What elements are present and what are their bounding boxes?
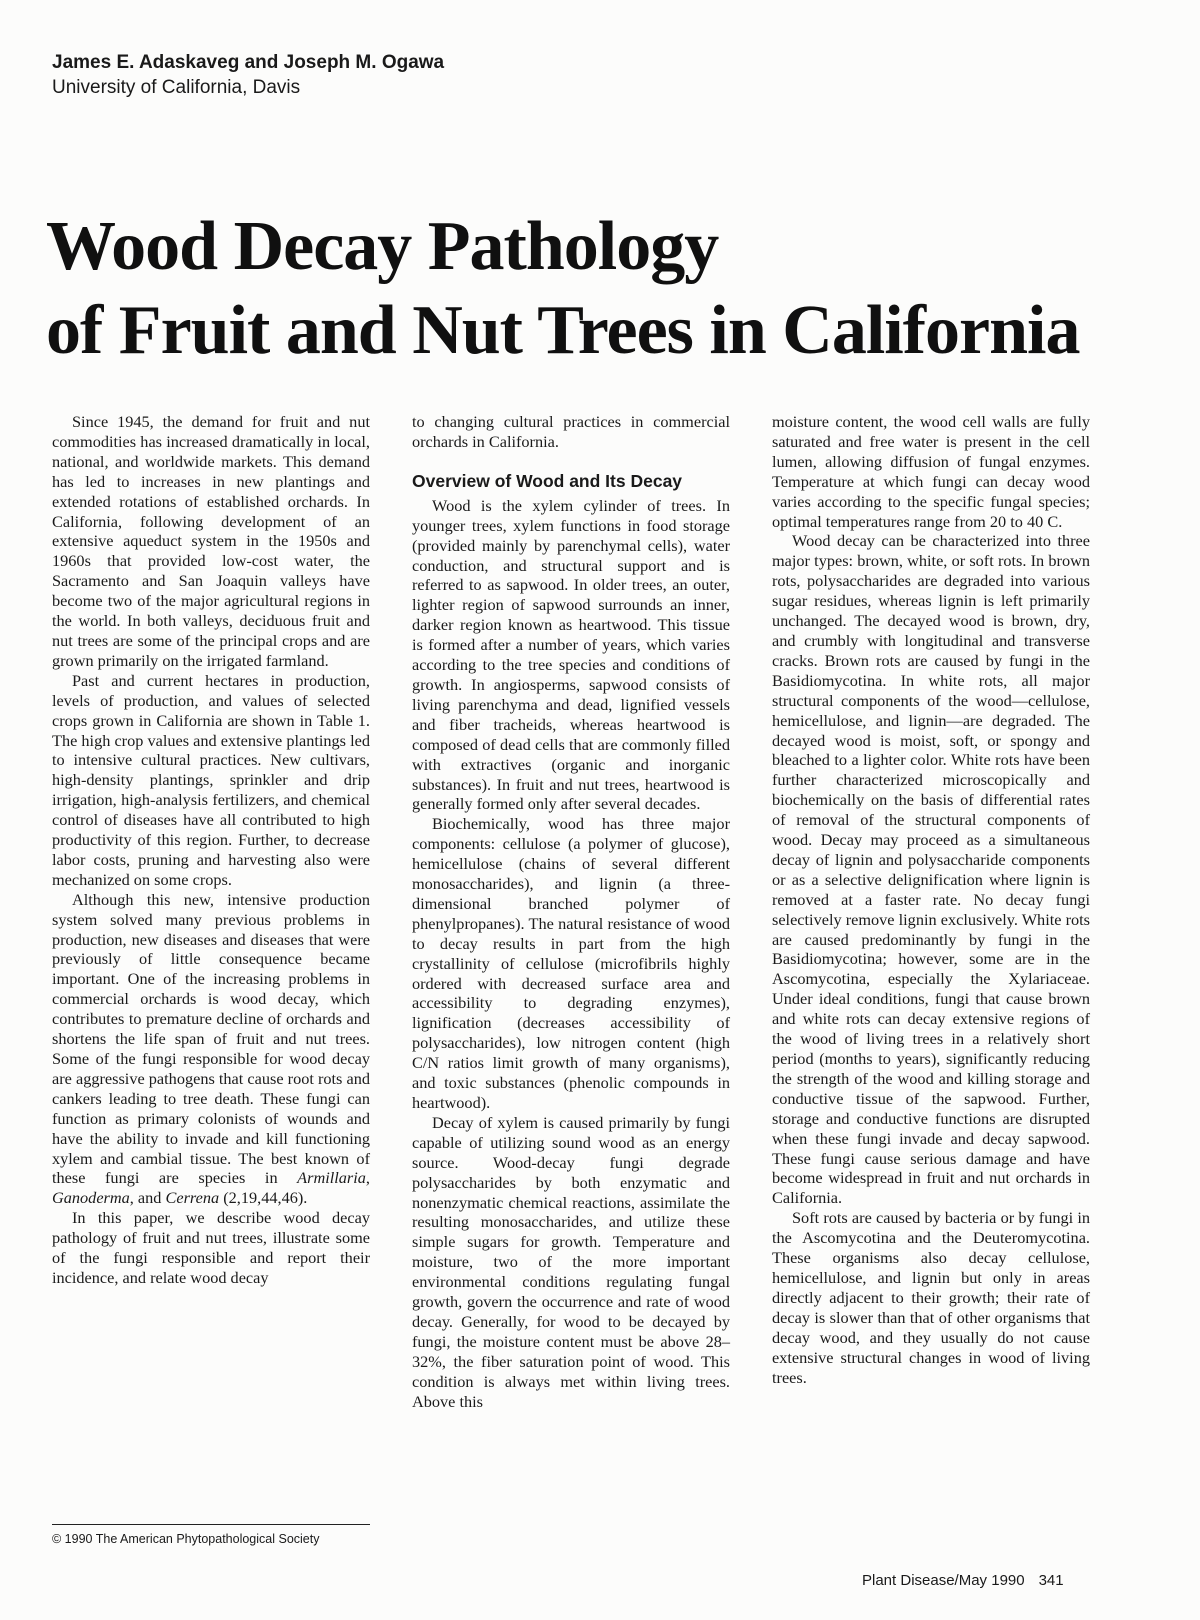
separator: , and — [129, 1188, 166, 1208]
footnote-rule — [52, 1524, 370, 1525]
author-names: James E. Adaskaveg and Joseph M. Ogawa — [52, 52, 445, 73]
page-number: 341 — [1038, 1572, 1064, 1589]
article-title — [46, 205, 1166, 373]
paragraph: Wood is the xylem cylinder of trees. In younger trees, xylem functions in food storage (provided mainly by parenchymal cells), water conduction, and structural support and is referred to as sapwood. In older trees, an outer, lighter region of sapwood surrounds an inner, darker region known as heartwood. This tissue is formed after a number of years, which varies according to the tree species and conditions of growth. In angiosperms, sapwood consists of living parenchyma and dead, lignified vessels and fiber tracheids, whereas heartwood is composed of dead cells that are commonly filled with extractives (organic and inorganic substances). In fruit and nut trees, heartwood is generally formed only after several decades. — [412, 495, 730, 814]
paragraph: Biochemically, wood has three major components: cellulose (a polymer of glucose), hemicellulose (chains of several different monosaccharides), and lignin (a three-dimensional branched polymer of phenylpropanes). The natural resistance of wood to decay results in part from the high crystallinity of cellulose (microfibrils highly ordered with decreased surface area and accessibility to degrading enzymes), lignification (decreases accessibility of polysaccharides), low nitrogen content (high C/N ratios limit growth of many organisms), and toxic substances (phenolic compounds in heartwood). — [412, 814, 730, 1112]
journal-citation: Plant Disease/May 1990 — [862, 1572, 1025, 1589]
paragraph: Soft rots are caused by bacteria or by fungi in the Ascomycotina and the Deuteromycotina. These organisms also decay cellulose, hemicellulose, and lignin but only in areas directly adjacent to their growth; their rate of decay is slower than that of other organisms that decay wood, and they usually do not cause extensive structural changes in wood of living trees. — [772, 1208, 1090, 1387]
title-line-2: of Fruit and Nut Trees in California — [46, 292, 1080, 369]
author-affiliation: University of California, Davis — [52, 77, 301, 98]
citation: (2,19,44,46). — [219, 1188, 308, 1208]
text-column-3 — [772, 412, 1090, 1387]
paragraph-text: Although this new, intensive production system solved many previous problems in production, new diseases and diseases that were previously of little consequence became important. One of the increasing problems in commercial orchards is wood decay, which contributes to premature decline of orchards and shortens the life span of fruit and nut trees. Some of the fungi responsible for wood decay are aggressive pathogens that cause root rots and cankers leading to tree death. These fungi can function as primary colonists of wounds and have the ability to invade and kill functioning xylem and cambial tissue. The best known of these fungi are species in — [52, 889, 370, 1188]
genus-name: Cerrena — [165, 1188, 220, 1208]
paragraph: Decay of xylem is caused primarily by fungi capable of utilizing sound wood as an energy source. Wood-decay fungi degrade polysaccharides by both enzymatic and nonenzymatic chemical reactions, assimilate the resulting monosaccharides, and utilize these simple sugars for growth. Temperature and moisture, two of the more important environmental conditions regulating fungal growth, govern the occurrence and rate of wood decay. Generally, for wood to be decayed by fungi, the moisture content must be above 28–32%, the fiber saturation point of wood. This condition is always met within living trees. Above this — [412, 1112, 730, 1411]
genus-name: Armillaria — [297, 1168, 366, 1188]
paragraph: Past and current hectares in production, levels of production, and values of selected crops grown in California are shown in Table 1. The high crop values and extensive plantings led to intensive cultural practices. New cultivars, high-density plantings, sprinkler and drip irrigation, high-analysis fertilizers, and chemical control of diseases have all contributed to high productivity of this region. Further, to decrease labor costs, pruning and harvesting also were mechanized on some crops. — [52, 670, 370, 889]
title-line-1: Wood Decay Pathology — [46, 208, 719, 285]
separator: , — [365, 1168, 370, 1188]
paragraph: In this paper, we describe wood decay pathology of fruit and nut trees, illustrate some of the fungi responsible and report their incidence, and relate wood decay — [52, 1208, 370, 1287]
paragraph-continuation: moisture content, the wood cell walls are fully saturated and free water is present in the cell lumen, allowing diffusion of fungal enzymes. Temperature at which fungi can decay wood varies according to the specific fungal species; optimal temperatures range from 20 to 40 C. — [772, 412, 1090, 531]
author-block — [52, 50, 444, 100]
paragraph-continuation: to changing cultural practices in commercial orchards in California. — [412, 412, 730, 451]
page-footer — [862, 1572, 1064, 1589]
section-heading: Overview of Wood and Its Decay — [412, 470, 683, 491]
text-column-2 — [412, 412, 730, 1412]
paragraph: Wood decay can be characterized into three major types: brown, white, or soft rots. In brown rots, polysaccharides are degraded into various sugar residues, whereas lignin is left primarily unchanged. The decayed wood is brown, dry, and crumbly with longitudinal and transverse cracks. Brown rots are caused by fungi in the Basidiomycotina. In white rots, all major structural components of the wood—cellulose, hemicellulose, and lignin—are degraded. The decayed wood is moist, soft, or spongy and bleached to a lighter color. White rots have been further characterized microscopically and biochemically on the basis of differential rates of removal of the structural components of wood. Decay may proceed as a simultaneous decay of lignin and polysaccharide components or as a selective delignification where lignin is removed at a faster rate. No decay fungi selectively remove lignin exclusively. White rots are caused predominantly by fungi in the Basidiomycotina; however, some are in the Ascomycotina, especially the Xylariaceae. Under ideal conditions, fungi that cause brown and white rots can decay extensive regions of the wood of living trees in a relatively short period (months to years), significantly reducing the strength of the wood and killing storage and conductive tissue of the sapwood. Further, storage and conductive functions are disrupted when these fungi invade and decay sapwood. These fungi cause serious damage and have become widespread in fruit and nut orchards in California. — [772, 531, 1090, 1208]
paragraph: Since 1945, the demand for fruit and nut commodities has increased dramatically in local, national, and worldwide markets. This demand has led to increases in new plantings and extended rotations of established orchards. In California, following development of an extensive aqueduct system in the 1950s and 1960s that provided low-cost water, the Sacramento and San Joaquin valleys have become two of the major agricultural regions in the world. In both valleys, deciduous fruit and nut trees are some of the principal crops and are grown primarily on the irrigated farmland. — [52, 412, 370, 670]
text-column-1 — [52, 412, 370, 1288]
genus-name: Ganoderma — [52, 1188, 130, 1208]
paragraph — [52, 890, 370, 1209]
copyright-notice: © 1990 The American Phytopathological Society — [52, 1532, 320, 1546]
